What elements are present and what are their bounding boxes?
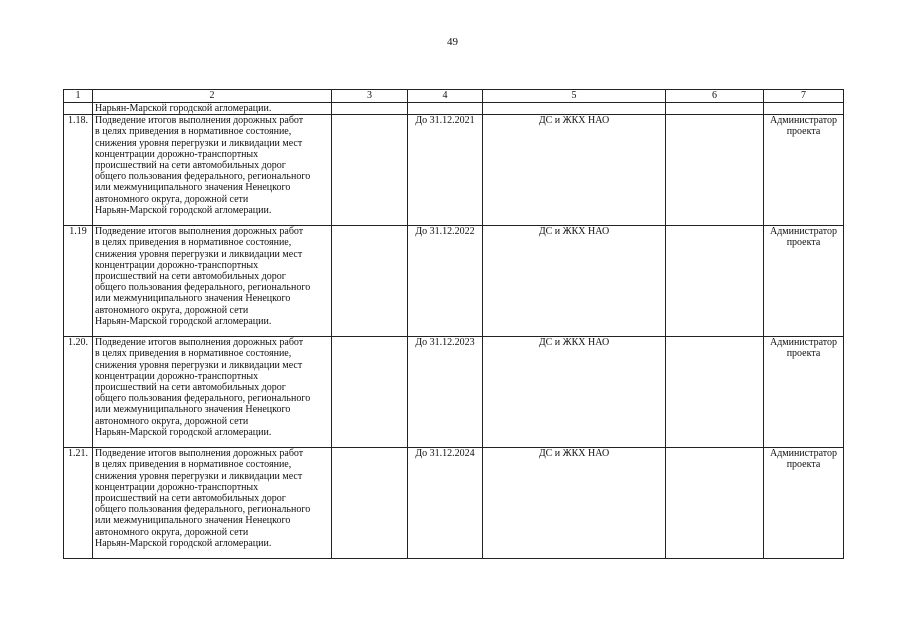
- row-role: [764, 226, 844, 337]
- description-line: Подведение итогов выполнения дорожных работ: [95, 337, 304, 349]
- description-line: концентрации дорожно-транспортных: [95, 370, 259, 382]
- row-responsible: ДС и ЖКХ НАО: [483, 448, 666, 559]
- row-col6: [666, 115, 764, 226]
- description-line: автономного округа, дорожной сети: [95, 304, 249, 316]
- row-description: [93, 115, 332, 226]
- role-line: Администратор: [769, 115, 838, 127]
- description-line: Подведение итогов выполнения дорожных работ: [95, 115, 304, 127]
- description-line: автономного округа, дорожной сети: [95, 415, 249, 427]
- row-deadline: До 31.12.2023: [408, 337, 483, 448]
- description-line: или межмуниципального значения Ненецкого: [95, 182, 291, 194]
- row-col6: [666, 448, 764, 559]
- table-row: [64, 115, 844, 226]
- row-responsible: [483, 103, 666, 115]
- table-row: [64, 337, 844, 448]
- row-col3: [332, 448, 408, 559]
- description-line: снижения уровня перегрузки и ликвидации мест: [95, 470, 303, 482]
- description-line: происшествий на сети автомобильных дорог: [95, 382, 286, 394]
- description-line: в целях приведения в нормативное состояние,: [95, 348, 292, 360]
- row-deadline: До 31.12.2021: [408, 115, 483, 226]
- row-responsible: ДС и ЖКХ НАО: [483, 226, 666, 337]
- description-line: Нарьян-Марской городской агломерации.: [95, 204, 272, 216]
- row-description: [93, 226, 332, 337]
- description-line: снижения уровня перегрузки и ликвидации мест: [95, 359, 303, 371]
- description-line: концентрации дорожно-транспортных: [95, 148, 259, 160]
- description-line: общего пользования федерального, регионального: [95, 393, 311, 405]
- row-number: 1.19: [64, 226, 93, 337]
- table-row-continuation: [64, 103, 844, 115]
- row-number: 1.20.: [64, 337, 93, 448]
- description-line: или межмуниципального значения Ненецкого: [95, 404, 291, 416]
- plan-table: [63, 89, 844, 559]
- role-line: проекта: [786, 348, 821, 360]
- row-description: [93, 448, 332, 559]
- row-role: [764, 337, 844, 448]
- row-role: [764, 103, 844, 115]
- row-deadline: [408, 103, 483, 115]
- description-line: Подведение итогов выполнения дорожных работ: [95, 226, 304, 238]
- role-line: проекта: [786, 459, 821, 471]
- role-line: Администратор: [769, 337, 838, 349]
- description-line: происшествий на сети автомобильных дорог: [95, 493, 286, 505]
- description-line: в целях приведения в нормативное состояние,: [95, 126, 292, 138]
- description-line: Нарьян-Марской городской агломерации.: [95, 315, 272, 327]
- description-line: снижения уровня перегрузки и ликвидации мест: [95, 248, 303, 260]
- description-line: в целях приведения в нормативное состояние,: [95, 459, 292, 471]
- description-line: автономного округа, дорожной сети: [95, 193, 249, 205]
- row-col3: [332, 337, 408, 448]
- description-line: происшествий на сети автомобильных дорог: [95, 271, 286, 283]
- column-header: 5: [483, 90, 666, 103]
- row-number: 1.18.: [64, 115, 93, 226]
- row-col6: [666, 103, 764, 115]
- description-line: или межмуниципального значения Ненецкого: [95, 515, 291, 527]
- role-line: проекта: [786, 126, 821, 138]
- row-deadline: До 31.12.2024: [408, 448, 483, 559]
- description-line: происшествий на сети автомобильных дорог: [95, 160, 286, 172]
- description-line: или межмуниципального значения Ненецкого: [95, 293, 291, 305]
- column-header: 2: [93, 90, 332, 103]
- description-line: Нарьян-Марской городской агломерации.: [95, 426, 272, 438]
- description-line: Подведение итогов выполнения дорожных работ: [95, 448, 304, 460]
- row-col3: [332, 115, 408, 226]
- column-header: 7: [764, 90, 844, 103]
- row-col3: [332, 103, 408, 115]
- description-line: Нарьян-Марской городской агломерации.: [95, 103, 272, 114]
- description-line: Нарьян-Марской городской агломерации.: [95, 537, 272, 549]
- row-deadline: До 31.12.2022: [408, 226, 483, 337]
- page-number: 49: [447, 36, 458, 48]
- row-responsible: ДС и ЖКХ НАО: [483, 115, 666, 226]
- column-header: 1: [64, 90, 93, 103]
- table-body: [64, 103, 844, 559]
- row-description: [93, 337, 332, 448]
- table-row: [64, 226, 844, 337]
- table-row: [64, 448, 844, 559]
- column-header: 4: [408, 90, 483, 103]
- role-line: проекта: [786, 237, 821, 249]
- row-col3: [332, 226, 408, 337]
- row-role: [764, 448, 844, 559]
- description-line: концентрации дорожно-транспортных: [95, 481, 259, 493]
- row-number: 1.21.: [64, 448, 93, 559]
- row-description: [93, 103, 332, 115]
- row-responsible: ДС и ЖКХ НАО: [483, 337, 666, 448]
- row-col6: [666, 226, 764, 337]
- description-line: автономного округа, дорожной сети: [95, 526, 249, 538]
- role-line: Администратор: [769, 448, 838, 460]
- role-line: Администратор: [769, 226, 838, 238]
- description-line: в целях приведения в нормативное состояние,: [95, 237, 292, 249]
- description-line: концентрации дорожно-транспортных: [95, 259, 259, 271]
- description-line: общего пользования федерального, регионального: [95, 171, 311, 183]
- description-line: снижения уровня перегрузки и ликвидации мест: [95, 137, 303, 149]
- column-header: 6: [666, 90, 764, 103]
- column-header: 3: [332, 90, 408, 103]
- row-role: [764, 115, 844, 226]
- description-line: общего пользования федерального, регионального: [95, 282, 311, 294]
- row-col6: [666, 337, 764, 448]
- table-header-row: [64, 90, 844, 103]
- description-line: общего пользования федерального, регионального: [95, 504, 311, 516]
- row-number: [64, 103, 93, 115]
